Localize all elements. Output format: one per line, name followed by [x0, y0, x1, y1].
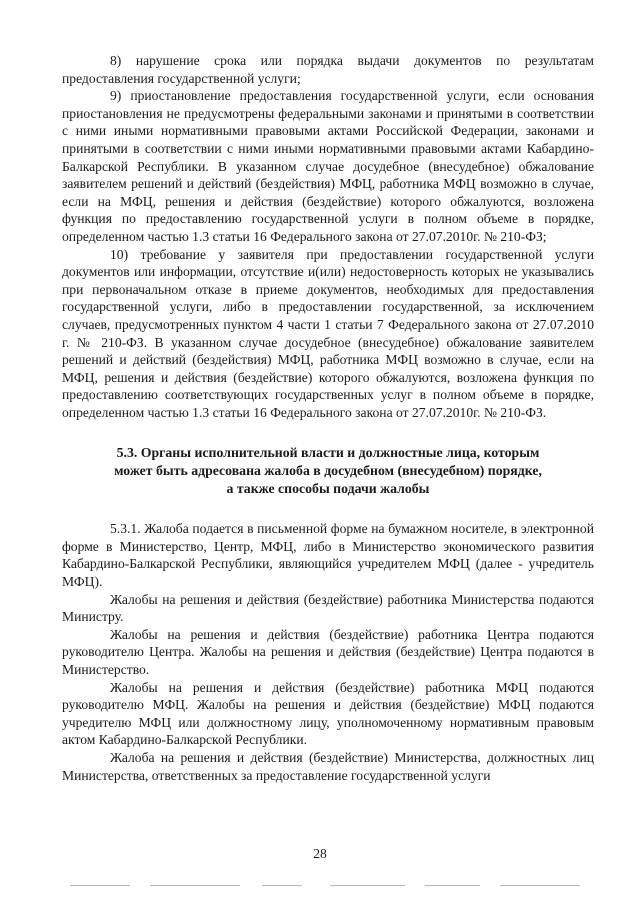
scan-artifact-line — [425, 885, 480, 886]
paragraph-item-9: 9) приостановление предоставления государственной услуги, если основания приостановления не предусмотрены федеральными законами и принятыми в соответствии с ними иными нормативными правовыми актами Российской Федерации, законами и принятыми в соответствии с ними иными нормативными правовыми актами Кабардино-Балкарской Республики. В указанном случае досудебное (внесудебное) обжалование заявителем решений и действий (бездействия) МФЦ, работника МФЦ возможно в случае, если на МФЦ, решения и действия (бездействие) которого обжалуются, возложена функция по предоставлению государственной услуги в полном объеме в порядке, определенном частью 1.3 статьи 16 Федерального закона от 27.07.2010г. № 210-ФЗ; — [62, 88, 594, 244]
heading-line: может быть адресована жалоба в досудебном (внесудебном) порядке, — [114, 463, 542, 479]
paragraph-ministry-officials-complaints: Жалоба на решения и действия (бездействие) Министерства, должностных лиц Министерства, ответственных за предоставление государственной услуги — [62, 749, 594, 783]
paragraph-5-3-1: 5.3.1. Жалоба подается в письменной форме на бумажном носителе, в электронной форме в Министерство, Центр, МФЦ, либо в Министерство экономического развития Кабардино-Балкарской Республики, являющийся учредителем МФЦ (далее - учредитель МФЦ). — [62, 521, 594, 590]
scan-artifact-line — [500, 885, 580, 886]
paragraph-center-complaints: Жалобы на решения и действия (бездействие) работника Центра подаются руководителю Центра. Жалобы на решения и действия (бездействие) Центра подаются в Министерство. — [62, 626, 594, 677]
heading-line: 5.3. Органы исполнительной власти и должностные лица, которым — [116, 445, 540, 461]
paragraph-mfc-complaints: Жалобы на решения и действия (бездействие) работника МФЦ подаются руководителю МФЦ. Жалобы на решения и действия (бездействие) МФЦ подаются учредителю МФЦ или должностному лицу, уполномоченному нормативным правовым актом Кабардино-Балкарской Республики. — [62, 679, 594, 748]
scan-artifact-line — [262, 885, 302, 886]
scan-artifact-line — [330, 885, 405, 886]
paragraph-item-10: 10) требование у заявителя при предоставлении государственной услуги документов или информации, отсутствие и(или) недостоверность которых не указывались при первоначальном отказе в приеме документов, необходимых для предоставления государственной услуги, либо в предоставлении государственной, за исключением случаев, предусмотренных пунктом 4 части 1 статьи 7 Федерального закона от 27.07.2010 г. № 210-ФЗ. В указанном случае досудебное (внесудебное) обжалование заявителем решений и действий (бездействия) МФЦ, работника МФЦ возможно в случае, если на МФЦ, решения и действия (бездействие) которого обжалуются, возложена функция по предоставлению соответствующих государственных услуг в полном объеме в порядке, определенном частью 1.3 статьи 16 Федерального закона от 27.07.2010г. № 210-ФЗ. — [62, 246, 594, 420]
page-number: 28 — [313, 846, 327, 861]
scan-artifact-line — [70, 885, 130, 886]
paragraph-item-8: 8) нарушение срока или порядка выдачи документов по результатам предоставления государственной услуги; — [62, 53, 594, 86]
scan-artifact-line — [150, 885, 240, 886]
paragraph-ministry-complaints: Жалобы на решения и действия (бездействие) работника Министерства подаются Министру. — [62, 591, 594, 625]
heading-line: а также способы подачи жалобы — [226, 480, 430, 496]
section-heading-5-3 — [62, 444, 594, 497]
document-page — [62, 52, 594, 784]
